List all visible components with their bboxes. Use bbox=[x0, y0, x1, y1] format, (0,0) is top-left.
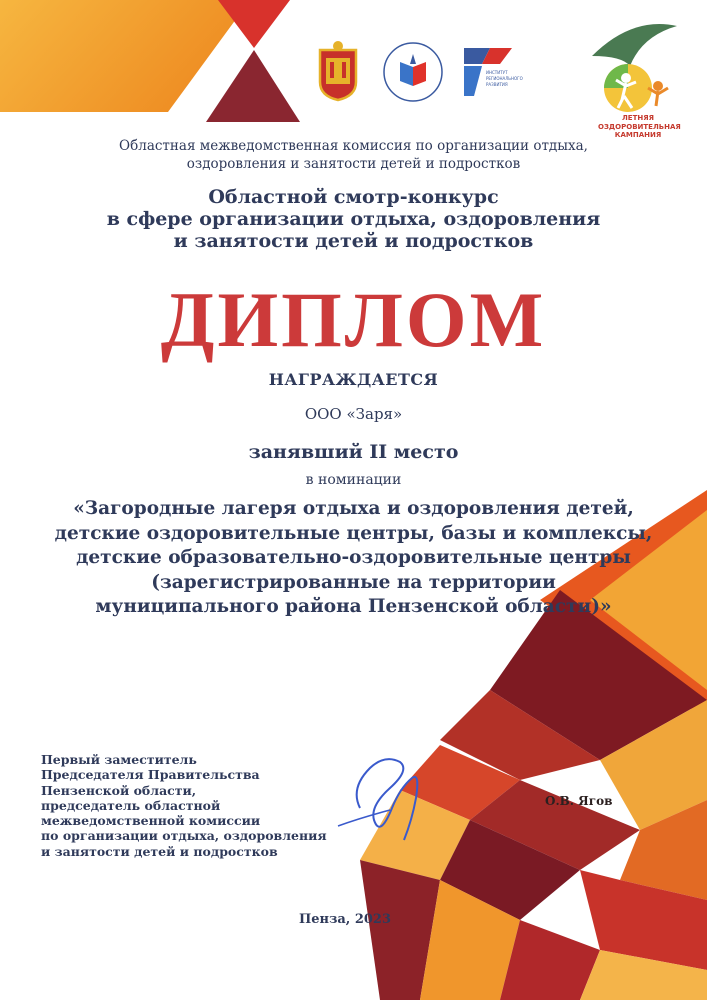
campaign-caption-line: ЛЕТНЯЯ bbox=[621, 114, 654, 122]
diploma-title: ДИПЛОМ bbox=[160, 276, 547, 363]
contest-heading bbox=[0, 186, 707, 252]
nomination-line: (зарегистрированные на территории bbox=[151, 571, 556, 593]
commission-line: Областная межведомственная комиссия по организации отдыха, bbox=[119, 138, 588, 154]
ministry-education-logo bbox=[380, 40, 446, 104]
place-text: занявший II место bbox=[248, 441, 459, 463]
nomination-line: детские образовательно-оздоровительные центры bbox=[76, 547, 631, 568]
coat-of-arms-logo bbox=[316, 40, 360, 102]
signer-title-line: председатель областной bbox=[41, 797, 221, 813]
nomination-line: муниципального района Пензенской области)» bbox=[95, 596, 612, 617]
commission-line: оздоровления и занятости детей и подростков bbox=[186, 156, 521, 172]
recipient-name: ООО «Заря» bbox=[304, 405, 403, 423]
nomination-label: в номинации bbox=[305, 472, 402, 488]
contest-line: и занятости детей и подростков bbox=[173, 230, 534, 252]
nomination-line: детские оздоровительные центры, базы и комплексы, bbox=[54, 522, 653, 544]
summer-campaign-logo bbox=[582, 16, 682, 116]
campaign-caption-line: КАМПАНИЯ bbox=[614, 131, 662, 139]
signer-name: О.В. Ягов bbox=[545, 794, 613, 808]
nomination-text bbox=[0, 497, 707, 620]
top-orange-band bbox=[0, 0, 250, 112]
signer-title-line: Первый заместитель bbox=[41, 752, 197, 767]
top-dark-triangle bbox=[206, 50, 300, 122]
signer-title-line: Пензенской области, bbox=[41, 782, 197, 798]
svg-text:РАЗВИТИЯ: РАЗВИТИЯ bbox=[486, 82, 508, 87]
signer-title-line: по организации отдыха, оздоровления bbox=[41, 828, 327, 844]
campaign-caption bbox=[598, 114, 681, 140]
regional-institute-logo bbox=[460, 44, 523, 102]
svg-text:ИНСТИТУТ: ИНСТИТУТ bbox=[486, 70, 508, 75]
campaign-caption-line: ОЗДОРОВИТЕЛЬНАЯ bbox=[598, 122, 681, 131]
signer-title-line: и занятости детей и подростков bbox=[41, 843, 278, 859]
awarded-label: НАГРАЖДАЕТСЯ bbox=[268, 370, 439, 389]
contest-line: Областной смотр-конкурс bbox=[208, 186, 499, 208]
nomination-line: «Загородные лагеря отдыха и оздоровления детей, bbox=[73, 498, 634, 519]
date-place: Пенза, 2023 bbox=[299, 912, 392, 927]
contest-line: в сфере организации отдыха, оздоровления bbox=[106, 208, 601, 230]
signer-title-line: Председателя Правительства bbox=[41, 767, 260, 783]
handwritten-signature bbox=[330, 748, 440, 848]
signer-title bbox=[41, 752, 327, 859]
signer-title-line: межведомственной комиссии bbox=[41, 813, 261, 829]
svg-text:РЕГИОНАЛЬНОГО: РЕГИОНАЛЬНОГО bbox=[486, 76, 523, 81]
commission-heading bbox=[0, 137, 707, 173]
